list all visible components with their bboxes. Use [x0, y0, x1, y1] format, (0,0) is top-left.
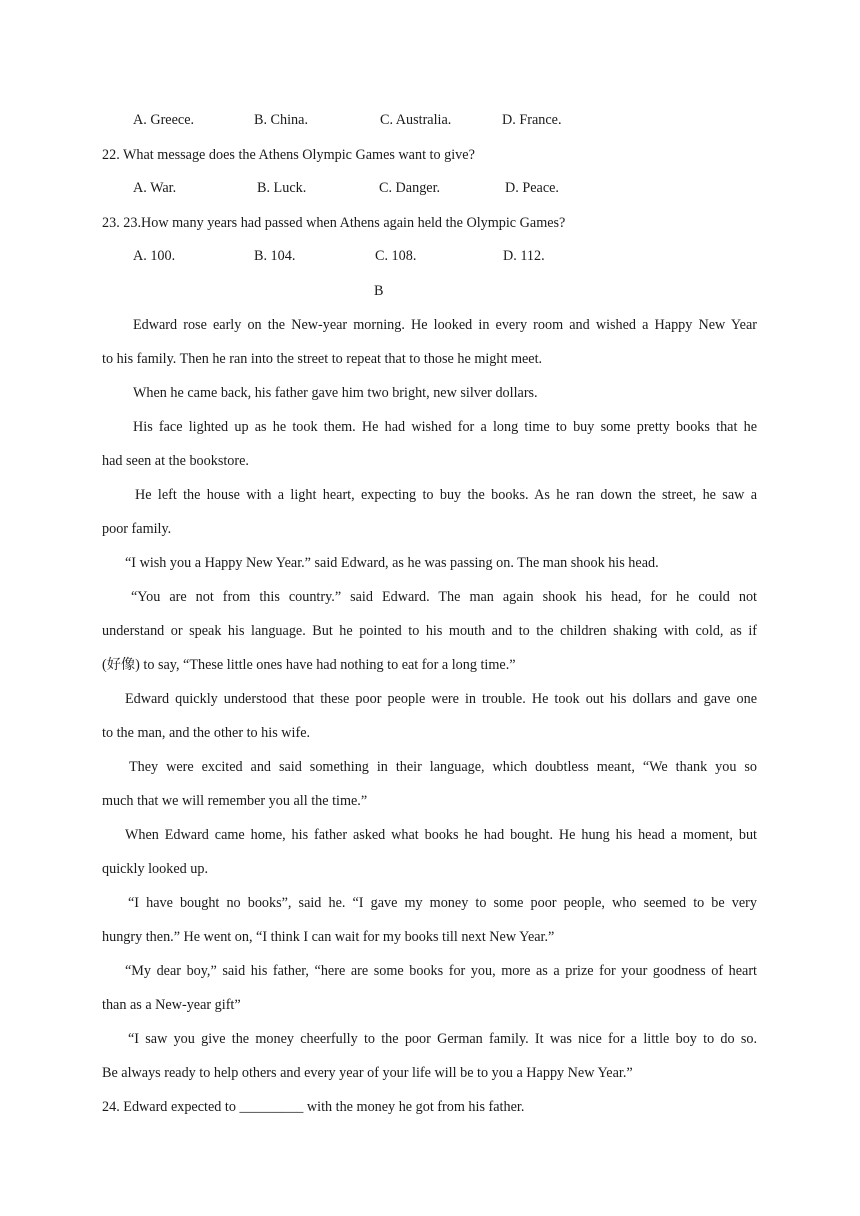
passage-line: “I saw you give the money cheerfully to the poor German family. It was nice for a little boy to do so.	[128, 1031, 757, 1047]
q22-option-d: D. Peace.	[505, 180, 559, 196]
q23-option-a: A. 100.	[133, 248, 176, 264]
q22-option-c: C. Danger.	[379, 180, 441, 196]
q21-option-b: B. China.	[254, 112, 308, 128]
q22-question: 22. What message does the Athens Olympic Games want to give?	[102, 147, 475, 163]
passage-line: hungry then.” He went on, “I think I can wait for my books till next New Year.”	[102, 929, 555, 945]
passage-line: (好像) to say, “These little ones have had nothing to eat for a long time.”	[102, 657, 516, 673]
passage-line: quickly looked up.	[102, 861, 208, 877]
passage-line: When Edward came home, his father asked what books he had bought. He hung his head a moment, but	[125, 827, 757, 843]
passage-line: understand or speak his language. But he pointed to his mouth and to the children shaking with cold, as if	[102, 623, 757, 639]
q22-option-b: B. Luck.	[257, 180, 307, 196]
passage-line: “My dear boy,” said his father, “here are some books for you, more as a prize for your goodness of heart	[125, 963, 757, 979]
passage-line: “You are not from this country.” said Edward. The man again shook his head, for he could not	[131, 589, 757, 605]
passage-line: He left the house with a light heart, expecting to buy the books. As he ran down the street, he saw a	[135, 487, 757, 503]
passage-line: When he came back, his father gave him two bright, new silver dollars.	[133, 385, 538, 401]
passage-line: much that we will remember you all the time.”	[102, 793, 368, 809]
passage-line: “I wish you a Happy New Year.” said Edward, as he was passing on. The man shook his head.	[125, 555, 659, 571]
passage-line: to the man, and the other to his wife.	[102, 725, 311, 741]
q23-option-d: D. 112.	[503, 248, 545, 264]
passage-line: had seen at the bookstore.	[102, 453, 249, 469]
q23-option-b: B. 104.	[254, 248, 296, 264]
passage-line: than as a New-year gift”	[102, 997, 241, 1013]
q21-option-a: A. Greece.	[133, 112, 195, 128]
q24-question: 24. Edward expected to _________ with the money he got from his father.	[102, 1099, 525, 1115]
q23-question: 23. 23.How many years had passed when Athens again held the Olympic Games?	[102, 215, 566, 231]
passage-line: poor family.	[102, 521, 172, 537]
passage-line: Edward rose early on the New-year morning. He looked in every room and wished a Happy New Year	[133, 317, 757, 333]
passage-line: to his family. Then he ran into the street to repeat that to those he might meet.	[102, 351, 543, 367]
passage-line: “I have bought no books”, said he. “I gave my money to some poor people, who seemed to be very	[128, 895, 757, 911]
passage-line: His face lighted up as he took them. He had wished for a long time to buy some pretty books that he	[133, 419, 757, 435]
q21-option-c: C. Australia.	[380, 112, 452, 128]
section-label: B	[374, 283, 384, 299]
q22-option-a: A. War.	[133, 180, 177, 196]
q23-option-c: C. 108.	[375, 248, 417, 264]
q21-option-d: D. France.	[502, 112, 562, 128]
passage-line: They were excited and said something in their language, which doubtless meant, “We thank you so	[129, 759, 757, 775]
passage-line: Be always ready to help others and every year of your life will be to you a Happy New Year.”	[102, 1065, 633, 1081]
passage-line: Edward quickly understood that these poor people were in trouble. He took out his dollars and gave one	[125, 691, 757, 707]
